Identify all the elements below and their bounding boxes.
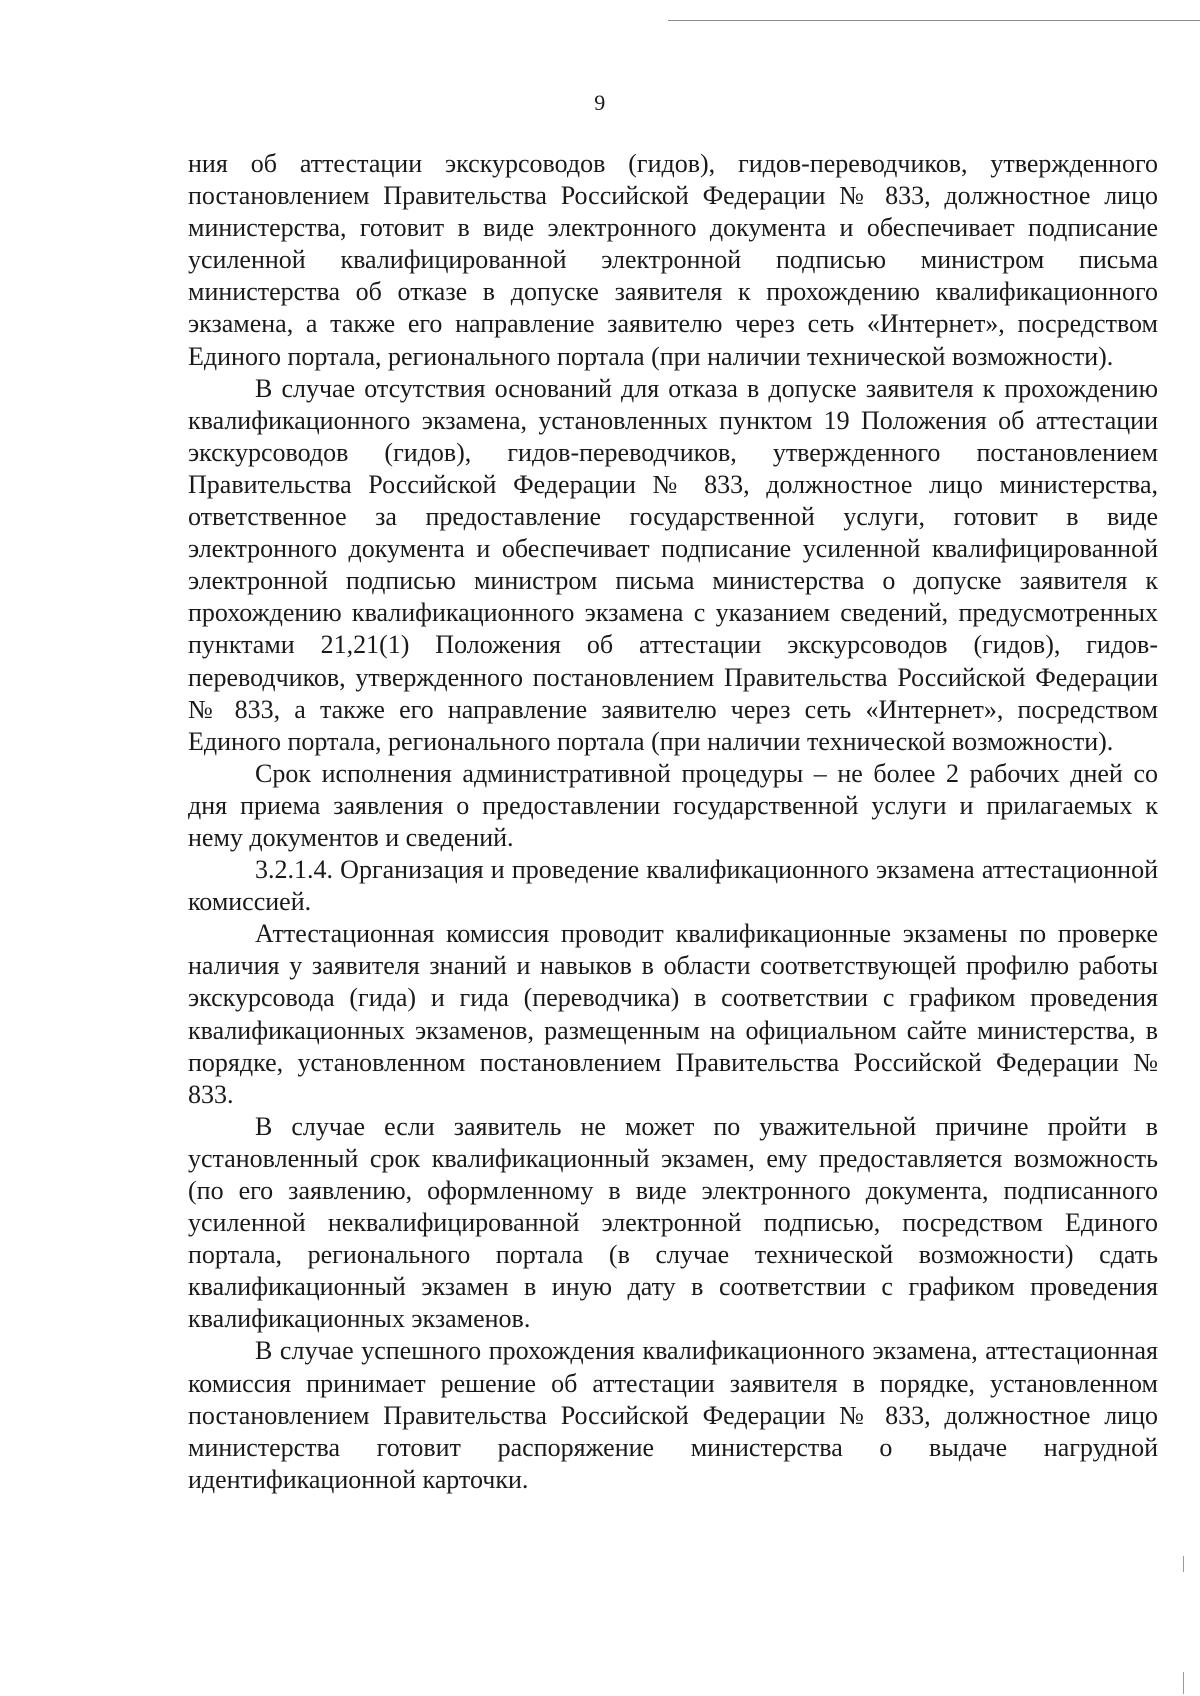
scan-edge-line — [668, 20, 1200, 21]
paragraph: Аттестационная комиссия проводит квалификационные экзамены по проверке наличия у заявителя знаний и навыков в области соответствующей профилю работы экскурсовода (гида) и гида (переводчика) в соответствии с графиком проведения квалификационных экзаменов, размещенным на официальном сайте министерства, в порядке, установленном постановлением Правительства Российской Федерации № 833. — [188, 919, 1158, 1109]
paragraph: В случае отсутствия оснований для отказа в допуске заявителя к прохождению квалификационного экзамена, установленных пунктом 19 Положения об аттестации экскурсоводов (гидов), гидов-переводчиков, утвержденного постановлением Правительства Российской Федерации № 833, должностное лицо министерства, ответственное за предоставление государственной услуги, готовит в виде электронного документа и обеспечивает подписание усиленной квалифицированной электронной подписью министром письма министерства о допуске заявителя к прохождению квалификационного экзамена с указанием сведений, предусмотренных пунктами 21,21(1) Положения об аттестации экскурсоводов (гидов), гидов-переводчиков, утвержденного постановлением Правительства Российской Федерации № 833, а также его направление заявителю через сеть «Интернет», посредством Единого портала, регионального портала (при наличии технической возможности). — [188, 373, 1158, 756]
paragraph: В случае успешного прохождения квалификационного экзамена, аттестационная комиссия принимает решение об аттестации заявителя в порядке, установленном постановлением Правительства Российской Федерации № 833, должностное лицо министерства готовит распоряжение министерства о выдаче нагрудной идентификационной карточки. — [188, 1336, 1158, 1494]
scan-edge-mark — [1183, 1672, 1184, 1694]
scan-edge-mark — [1183, 1556, 1184, 1572]
paragraph: В случае если заявитель не может по уважительной причине пройти в установленный срок квалификационный экзамен, ему предоставляется возможность (по его заявлению, оформленному в виде электронного документа, подписанного усиленной неквалифицированной электронной подписью, посредством Единого портала, регионального портала (в случае технической возможности) сдать квалификационный экзамен в иную дату в соответствии с графиком проведения квалификационных экзаменов. — [188, 1111, 1158, 1334]
document-body — [188, 148, 1158, 1496]
paragraph: Срок исполнения административной процедуры – не более 2 рабочих дней со дня приема заявления о предоставлении государственной услуги и прилагаемых к нему документов и сведений. — [188, 758, 1158, 852]
page-number: 9 — [594, 90, 606, 115]
section-heading: 3.2.1.4. Организация и проведение квалификационного экзамена аттестационной комиссией. — [188, 855, 1158, 917]
paragraph: ния об аттестации экскурсоводов (гидов), гидов-переводчиков, утвержденного постановлением Правительства Российской Федерации № 833, должностное лицо министерства, готовит в виде электронного документа и обеспечивает подписание усиленной квалифицированной электронной подписью министром письма министерства об отказе в допуске заявителя к прохождению квалификационного экзамена, а также его направление заявителю через сеть «Интернет», посредством Единого портала, регионального портала (при наличии технической возможности). — [188, 149, 1158, 371]
